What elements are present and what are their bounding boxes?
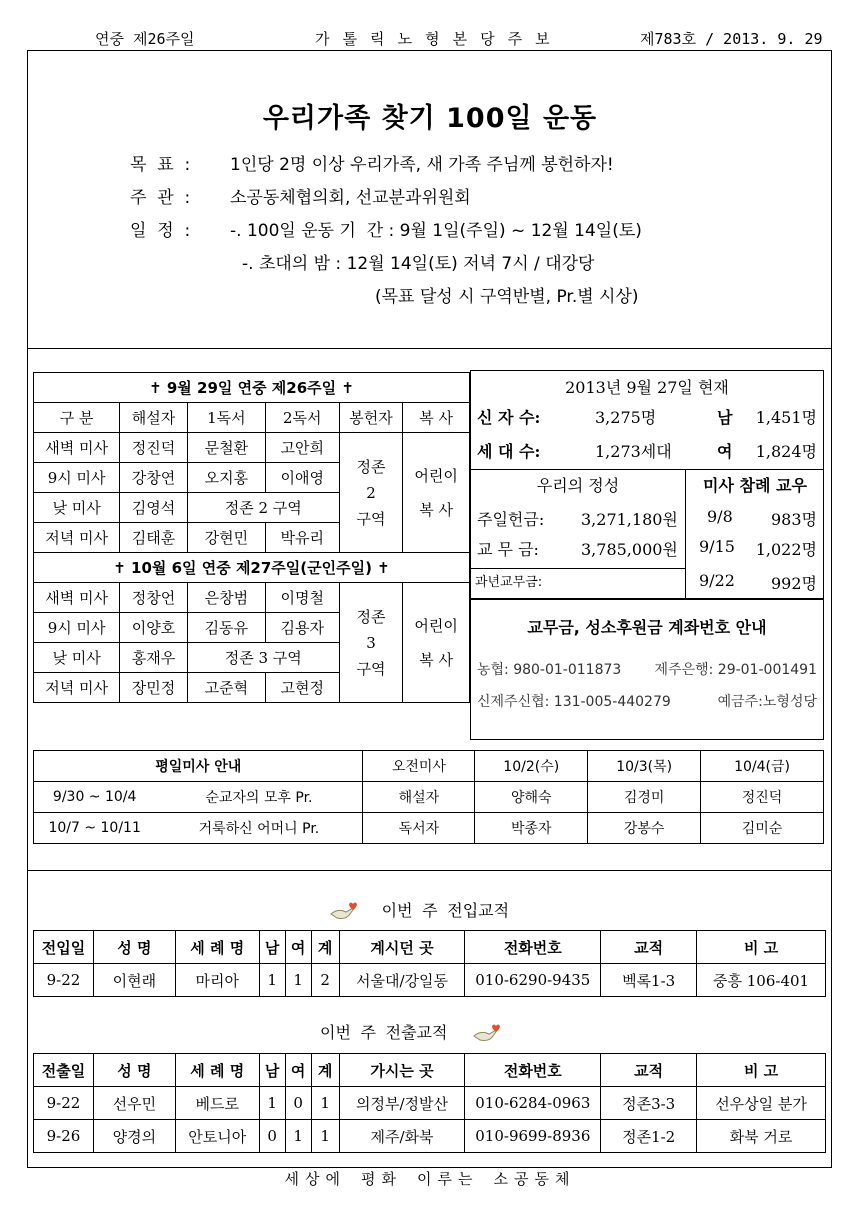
commentator: 김태훈	[120, 523, 188, 553]
believers-label: 신 자 수:	[477, 408, 541, 427]
cell: 화북 거로	[697, 1120, 826, 1153]
sinhyup-account: 신제주신협: 131-005-440279	[477, 694, 671, 710]
person: 강봉수	[588, 813, 701, 844]
column-header: 10/4(금)	[701, 751, 824, 782]
weekday-mass-table	[33, 750, 824, 844]
schedule-period: -. 100일 운동 기 간 : 9월 1일(주일) ~ 12월 14일(토)	[230, 221, 642, 241]
households-label: 세 대 수:	[477, 442, 541, 461]
dues-amount: 3,785,000원	[581, 540, 678, 559]
column-header: 교적	[601, 931, 697, 964]
mass-time: 저녁 미사	[34, 523, 120, 553]
mass-time: 낮 미사	[34, 643, 120, 673]
commentator: 홍재우	[120, 643, 188, 673]
divider	[27, 870, 832, 871]
table-row	[34, 583, 470, 613]
person: 박종자	[475, 813, 588, 844]
column-header: 남	[259, 931, 285, 964]
week2-title: ✝ 10월 6일 연중 제27주일(군인주일) ✝	[34, 553, 470, 583]
reader-1: 김동유	[187, 613, 265, 643]
cell: 정존1-2	[601, 1120, 697, 1153]
column-header: 여	[285, 1054, 311, 1087]
cell: 1	[311, 1087, 339, 1120]
commentator: 정창언	[120, 583, 188, 613]
column-header: 성 명	[93, 931, 175, 964]
column-header: 비 고	[697, 1054, 826, 1087]
person: 양해숙	[475, 782, 588, 813]
host-text: 소공동체협의회, 선교분과위원회	[230, 188, 471, 208]
presidium: 거룩하신 어머니 Pr.	[155, 813, 363, 844]
cell: 이현래	[93, 964, 175, 997]
table-row	[34, 1087, 826, 1120]
person: 정진덕	[701, 782, 824, 813]
dues-label: 교 무 금:	[477, 540, 539, 559]
column-header: 여	[285, 931, 311, 964]
households-count: 1,273세대	[595, 442, 672, 461]
reader-2: 고안희	[265, 433, 339, 463]
cell: 010-6290-9435	[465, 964, 601, 997]
attendance-date: 9/22	[699, 571, 735, 590]
jeju-account: 제주은행: 29-01-001491	[654, 662, 817, 678]
role: 독서자	[363, 813, 475, 844]
altar-server: 어린이 복 사	[403, 433, 470, 553]
male-label: 남	[717, 408, 733, 427]
reader-group: 정존 2 구역	[187, 493, 339, 523]
column-header: 가시는 곳	[339, 1054, 465, 1087]
mass-time: 9시 미사	[34, 463, 120, 493]
sunday-schedule-table	[33, 372, 470, 703]
cell: 의정부/정발산	[339, 1087, 465, 1120]
column-header: 10/3(목)	[588, 751, 701, 782]
cell: 9-26	[34, 1120, 94, 1153]
attendance-count: 992명	[771, 574, 817, 593]
cell: 서울대/강일동	[339, 964, 465, 997]
column-header: 계시던 곳	[339, 931, 465, 964]
reader-2: 고현정	[265, 673, 339, 703]
cell: 벡록1-3	[601, 964, 697, 997]
column-header: 전입일	[34, 931, 94, 964]
column-header: 남	[259, 1054, 285, 1087]
cell: 2	[311, 964, 339, 997]
attendance-date: 9/15	[699, 537, 735, 556]
footer-slogan: 세상에 평화 이루는 소공동체	[284, 1170, 576, 1188]
reader-1: 문철환	[187, 433, 265, 463]
cell: 안토니아	[175, 1120, 259, 1153]
cell: 9-22	[34, 964, 94, 997]
reader-1: 고준혁	[187, 673, 265, 703]
schedule-night: -. 초대의 밤 : 12월 14일(토) 저녁 7시 / 대강당	[242, 254, 595, 274]
reader-1: 은창범	[187, 583, 265, 613]
cell: 010-9699-8936	[465, 1120, 601, 1153]
schedule-label: 일 정 :	[130, 221, 191, 241]
account-holder: 예금주:노형성당	[717, 694, 817, 710]
cell: 1	[259, 964, 285, 997]
column-header: 비 고	[697, 931, 826, 964]
cell: 마리아	[175, 964, 259, 997]
parish-stats	[470, 370, 824, 600]
column-header: 1독서	[187, 403, 265, 433]
column-header: 봉헌자	[339, 403, 403, 433]
believers-count: 3,275명	[595, 408, 657, 427]
reader-2: 이명철	[265, 583, 339, 613]
commentator: 김영석	[120, 493, 188, 523]
column-header: 전화번호	[465, 1054, 601, 1087]
person: 김경미	[588, 782, 701, 813]
role: 해설자	[363, 782, 475, 813]
schedule-award: (목표 달성 시 구역반별, Pr.별 시상)	[375, 287, 639, 307]
cell: 010-6284-0963	[465, 1087, 601, 1120]
column-header: 세 례 명	[175, 1054, 259, 1087]
attendance-date: 9/8	[707, 507, 733, 526]
column-header: 2독서	[265, 403, 339, 433]
cell: 1	[259, 1087, 285, 1120]
period: 9/30 ~ 10/4	[34, 782, 156, 813]
column-header: 구 분	[34, 403, 120, 433]
attendance-count: 1,022명	[755, 540, 817, 559]
column-header: 10/2(수)	[475, 751, 588, 782]
reader-group: 정존 3 구역	[187, 643, 339, 673]
mass-time: 낮 미사	[34, 493, 120, 523]
table-row	[34, 813, 824, 844]
nh-account: 농협: 980-01-011873	[477, 662, 622, 678]
commentator: 정진덕	[120, 433, 188, 463]
divider	[27, 348, 832, 349]
weekday-title: 평일미사 안내	[34, 751, 363, 782]
cell: 1	[285, 1120, 311, 1153]
altar-server: 어린이 복 사	[403, 583, 470, 703]
account-title: 교무금, 성소후원금 계좌번호 안내	[527, 618, 767, 637]
host-label: 주 관 :	[130, 188, 191, 208]
reader-1: 강현민	[187, 523, 265, 553]
cell: 1	[311, 1120, 339, 1153]
cell: 선우민	[93, 1087, 175, 1120]
offertory: 정존 2 구역	[339, 433, 403, 553]
column-header: 교적	[601, 1054, 697, 1087]
table-row	[34, 1120, 826, 1153]
sunday-offering: 3,271,180원	[581, 510, 678, 529]
person: 김미순	[701, 813, 824, 844]
cell: 양경의	[93, 1120, 175, 1153]
column-header: 계	[311, 1054, 339, 1087]
move-out-table	[33, 1053, 826, 1153]
reader-1: 오지홍	[187, 463, 265, 493]
female-count: 1,824명	[755, 442, 817, 461]
column-header: 전출일	[34, 1054, 94, 1087]
commentator: 강창연	[120, 463, 188, 493]
cell: 베드로	[175, 1087, 259, 1120]
male-count: 1,451명	[755, 408, 817, 427]
past-dues-label: 과년교무금:	[475, 575, 543, 590]
dove-icon	[328, 900, 358, 924]
column-header: 계	[311, 931, 339, 964]
reader-2: 이애영	[265, 463, 339, 493]
column-header: 성 명	[93, 1054, 175, 1087]
move-in-table	[33, 930, 826, 997]
cell: 정존3-3	[601, 1087, 697, 1120]
mass-time: 9시 미사	[34, 613, 120, 643]
mass-time: 새벽 미사	[34, 583, 120, 613]
column-header: 오전미사	[363, 751, 475, 782]
attendance-count: 983명	[771, 510, 817, 529]
account-info	[470, 598, 824, 740]
goal-text: 1인당 2명 이상 우리가족, 새 가족 주님께 봉헌하자!	[230, 155, 614, 175]
mass-time: 새벽 미사	[34, 433, 120, 463]
cell: 9-22	[34, 1087, 94, 1120]
table-row	[34, 782, 824, 813]
presidium: 순교자의 모후 Pr.	[155, 782, 363, 813]
period: 10/7 ~ 10/11	[34, 813, 156, 844]
week1-title: ✝ 9월 29일 연중 제26주일 ✝	[34, 373, 470, 403]
cell: 1	[285, 964, 311, 997]
dove-icon	[471, 1022, 501, 1046]
cell: 0	[285, 1087, 311, 1120]
stats-date: 2013년 9월 27일 현재	[565, 378, 729, 397]
female-label: 여	[717, 442, 733, 461]
cell: 0	[259, 1120, 285, 1153]
offering-title: 우리의 정성	[536, 476, 620, 495]
reader-2: 김용자	[265, 613, 339, 643]
cell: 선우상일 분가	[697, 1087, 826, 1120]
header-paper-name: 가 톨 릭 노 형 본 당 주 보	[315, 30, 552, 48]
cell: 중흥 106-401	[697, 964, 826, 997]
move-out-title-row	[320, 1020, 501, 1046]
commentator: 이양호	[120, 613, 188, 643]
header-week: 연중 제26주일	[95, 30, 195, 48]
goal-label: 목 표 :	[130, 155, 191, 175]
commentator: 장민정	[120, 673, 188, 703]
column-header: 해설자	[120, 403, 188, 433]
campaign-title: 우리가족 찾기 100일 운동	[262, 103, 598, 134]
mass-time: 저녁 미사	[34, 673, 120, 703]
reader-2: 박유리	[265, 523, 339, 553]
header-issue: 제783호 / 2013. 9. 29	[640, 30, 823, 48]
move-out-title: 이번 주 전출교적	[320, 1023, 448, 1042]
offertory: 정존 3 구역	[339, 583, 403, 703]
mass-attendance-title: 미사 참례 교우	[703, 476, 807, 495]
sunday-offering-label: 주일헌금:	[477, 510, 545, 529]
table-row	[34, 964, 826, 997]
move-in-title-row	[328, 898, 509, 924]
column-header: 세 례 명	[175, 931, 259, 964]
cell: 제주/화북	[339, 1120, 465, 1153]
move-in-title: 이번 주 전입교적	[381, 901, 510, 920]
table-row	[34, 433, 470, 463]
column-header: 복 사	[403, 403, 470, 433]
column-header: 전화번호	[465, 931, 601, 964]
